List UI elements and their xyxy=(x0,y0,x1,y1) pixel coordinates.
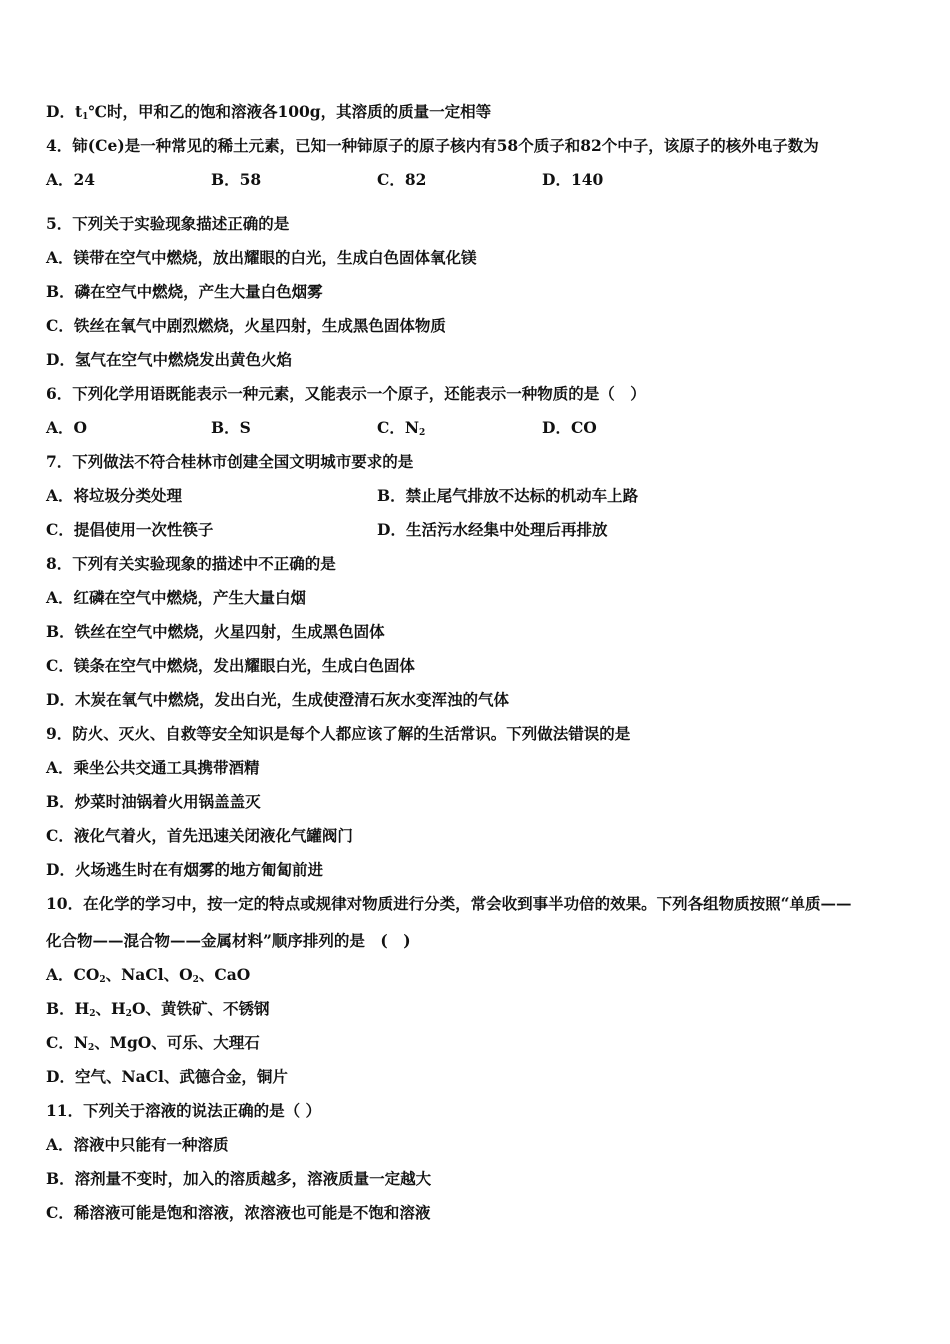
q10-option-a-text-3: 、CaO xyxy=(198,965,251,984)
q4-option-c: C．82 xyxy=(377,170,427,189)
q6-option-d: D．CO xyxy=(542,418,597,437)
q7-option-c: C．提倡使用一次性筷子 xyxy=(46,520,214,539)
q10-option-b-text: B．H xyxy=(46,999,90,1018)
q5-stem: 5．下列关于实验现象描述正确的是 xyxy=(46,214,290,233)
q10-option-a-text: A．CO xyxy=(46,965,100,984)
q10-option-b-subscript: 2 xyxy=(89,1009,96,1019)
q6-option-c-subscript: 2 xyxy=(419,428,426,438)
q7-option-a: A．将垃圾分类处理 xyxy=(46,486,183,505)
q10-option-b-subscript-2: 2 xyxy=(125,1009,132,1019)
q4-option-b: B．58 xyxy=(211,170,262,189)
q9-option-a: A．乘坐公共交通工具携带酒精 xyxy=(46,758,260,777)
q10-option-b-text-3: O、黄铁矿、不锈钢 xyxy=(131,999,270,1018)
q10-option-a-subscript-2: 2 xyxy=(192,975,199,985)
q3-option-d-subscript: 1 xyxy=(82,112,89,122)
q9-option-c: C．液化气着火，首先迅速关闭液化气罐阀门 xyxy=(46,826,353,845)
q5-option-b: B．磷在空气中燃烧，产生大量白色烟雾 xyxy=(46,282,323,301)
q11-option-a: A．溶液中只能有一种溶质 xyxy=(46,1135,229,1154)
q8-option-d: D．木炭在氧气中燃烧，发出白光，生成使澄清石灰水变浑浊的气体 xyxy=(46,690,509,709)
q10-stem-line1: 10．在化学的学习中，按一定的特点或规律对物质进行分类，常会收到事半功倍的效果。下列各组物质按照“单质—— xyxy=(46,894,852,913)
q9-option-b: B．炒菜时油锅着火用锅盖盖灭 xyxy=(46,792,261,811)
q10-option-d: D．空气、NaCl、武德合金，铜片 xyxy=(46,1067,288,1086)
q10-option-c-text-2: 、MgO、可乐、大理石 xyxy=(94,1033,260,1052)
q7-option-d: D．生活污水经集中处理后再排放 xyxy=(377,520,608,539)
q5-option-a: A．镁带在空气中燃烧，放出耀眼的白光，生成白色固体氧化镁 xyxy=(46,248,477,267)
q6-stem: 6．下列化学用语既能表示一种元素，又能表示一个原子，还能表示一种物质的是（ ） xyxy=(46,384,646,403)
q8-option-a: A．红磷在空气中燃烧，产生大量白烟 xyxy=(46,588,307,607)
q8-option-b: B．铁丝在空气中燃烧，火星四射，生成黑色固体 xyxy=(46,622,385,641)
q10-option-b xyxy=(46,999,910,1019)
q10-stem-line2: 化合物——混合物——金属材料”顺序排列的是 ( ) xyxy=(46,931,411,950)
q10-option-a-subscript: 2 xyxy=(99,975,106,985)
q5-option-d: D．氢气在空气中燃烧发出黄色火焰 xyxy=(46,350,292,369)
q10-option-b-text-2: 、H xyxy=(95,999,126,1018)
q10-option-a xyxy=(46,965,910,985)
q6-option-c-text: C．N xyxy=(377,418,420,437)
q7-stem: 7．下列做法不符合桂林市创建全国文明城市要求的是 xyxy=(46,452,414,471)
q4-option-a: A．24 xyxy=(46,170,96,189)
q6-option-c xyxy=(377,418,425,438)
q8-option-c: C．镁条在空气中燃烧，发出耀眼白光，生成白色固体 xyxy=(46,656,415,675)
q8-stem: 8．下列有关实验现象的描述中不正确的是 xyxy=(46,554,336,573)
q4-stem: 4．铈(Ce)是一种常见的稀土元素，已知一种铈原子的原子核内有58个质子和82个中子，该原子的核外电子数为 xyxy=(46,136,819,155)
q10-option-c xyxy=(46,1033,910,1053)
q9-stem: 9．防火、灭火、自救等安全知识是每个人都应该了解的生活常识。下列做法错误的是 xyxy=(46,724,631,743)
q5-option-c: C．铁丝在氧气中剧烈燃烧，火星四射，生成黑色固体物质 xyxy=(46,316,446,335)
q11-option-b: B．溶剂量不变时，加入的溶质越多，溶液质量一定越大 xyxy=(46,1169,432,1188)
q6-option-a: A．O xyxy=(46,418,88,437)
q10-option-a-text-2: 、NaCl、O xyxy=(105,965,193,984)
q11-option-c: C．稀溶液可能是饱和溶液，浓溶液也可能是不饱和溶液 xyxy=(46,1203,431,1222)
q4-option-d: D．140 xyxy=(542,170,604,189)
q3-option-d xyxy=(46,102,910,122)
q11-stem: 11．下列关于溶液的说法正确的是（ ） xyxy=(46,1101,321,1120)
q3-option-d-text-rest: ℃时，甲和乙的饱和溶液各100g，其溶质的质量一定相等 xyxy=(88,102,492,121)
q7-option-b: B．禁止尾气排放不达标的机动车上路 xyxy=(377,486,639,505)
q6-option-b: B．S xyxy=(211,418,251,437)
q10-option-c-subscript: 2 xyxy=(88,1043,95,1053)
q9-option-d: D．火场逃生时在有烟雾的地方匍匐前进 xyxy=(46,860,323,879)
q3-option-d-text: D．t xyxy=(46,102,83,121)
q10-option-c-text: C．N xyxy=(46,1033,89,1052)
